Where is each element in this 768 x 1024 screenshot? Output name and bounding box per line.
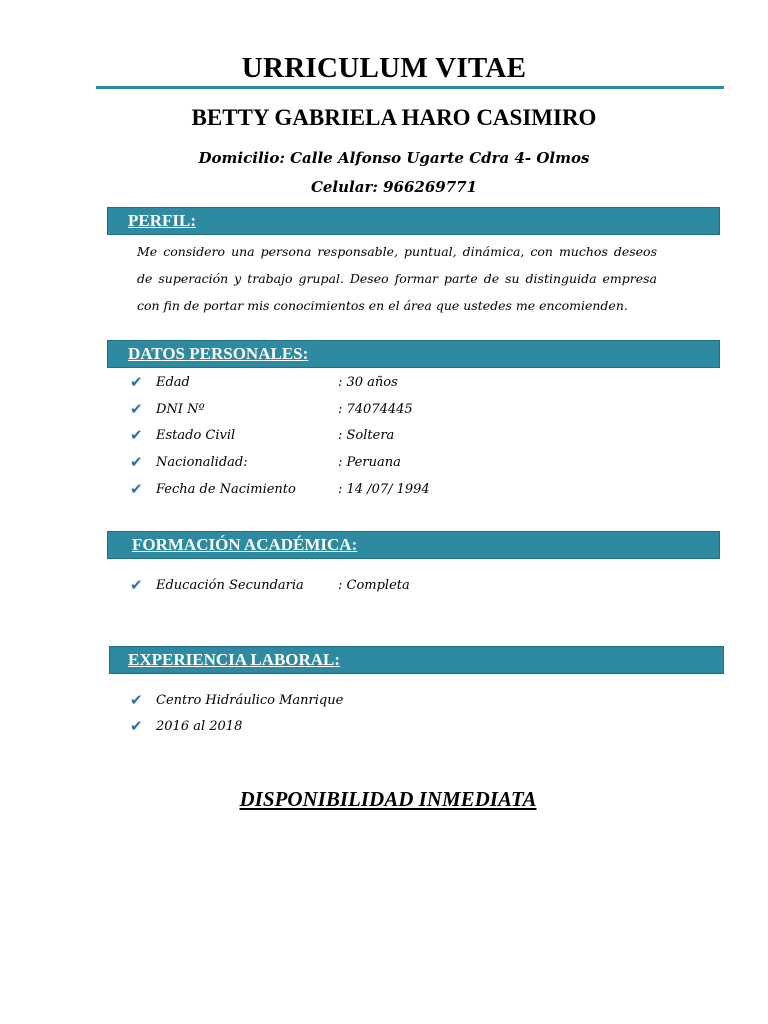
document-title: URRICULUM VITAE [241,52,527,84]
item-value: : Peruana [338,455,401,470]
checkmark-icon: ✔ [130,373,143,391]
section-header-formacion [107,531,720,559]
item-label: Educación Secundaria [156,578,304,593]
profile-paragraph: Me considero una persona responsable, puntual, dinámica, con muchos deseos de superación y trabajo grupal. Deseo formar parte de su distinguida empresa con fin de portar mis conocimientos en el área que ustedes me encomienden. [137,244,657,313]
item-label: Nacionalidad: [156,455,248,470]
item-label: DNI Nº [156,402,205,417]
item-label: Fecha de Nacimiento [156,482,296,497]
item-label: Centro Hidráulico Manrique [156,693,344,708]
item-value: : Soltera [338,428,395,443]
title-underline-rule [96,86,724,89]
section-header-perfil [107,207,720,235]
checkmark-icon: ✔ [130,717,143,735]
item-label: 2016 al 2018 [156,719,243,734]
checkmark-icon: ✔ [130,426,143,444]
phone-line: Celular: 966269771 [310,178,478,196]
section-title-datos-personales: DATOS PERSONALES: [128,344,309,363]
section-header-datos-personales [107,340,720,368]
section-header-experiencia [109,646,724,674]
section-title-formacion: FORMACIÓN ACADÉMICA: [132,535,358,554]
checkmark-icon: ✔ [130,453,143,471]
item-value: : 30 años [338,375,398,390]
section-title-perfil: PERFIL: [128,211,196,230]
item-label: Edad [156,375,190,390]
item-value: : 74074445 [338,402,413,417]
applicant-name: BETTY GABRIELA HARO CASIMIRO [191,105,597,130]
checkmark-icon: ✔ [130,400,143,418]
address-line: Domicilio: Calle Alfonso Ugarte Cdra 4- Olmos [198,149,590,167]
checkmark-icon: ✔ [130,691,143,709]
checkmark-icon: ✔ [130,576,143,594]
item-value: : 14 /07/ 1994 [338,482,430,497]
item-value: : Completa [338,578,410,593]
checkmark-icon: ✔ [130,480,143,498]
item-label: Estado Civil [156,428,236,443]
section-title-experiencia: EXPERIENCIA LABORAL: [128,650,341,669]
availability-statement: DISPONIBILIDAD INMEDIATA [239,787,537,811]
